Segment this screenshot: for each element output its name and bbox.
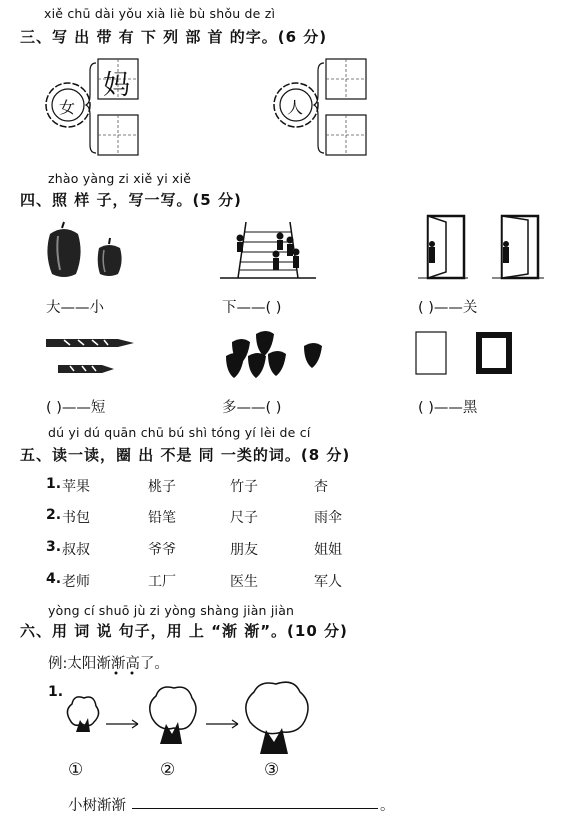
tree-growth-image bbox=[60, 680, 310, 760]
word: 军人 bbox=[314, 574, 342, 590]
antonym-item-6: ( )——黑 bbox=[418, 400, 478, 416]
tian-grid-box bbox=[98, 115, 138, 155]
radical-person: 人 bbox=[287, 98, 304, 117]
antonym-item-5: 多——( ) bbox=[222, 400, 282, 416]
section5-pinyin: dú yi dú quān chū bú shì tóng yí lèi de cí bbox=[48, 425, 311, 440]
word: 竹子 bbox=[230, 479, 258, 495]
word: 尺子 bbox=[230, 510, 258, 526]
answer-line[interactable] bbox=[132, 808, 378, 809]
medium-tree-icon bbox=[150, 687, 196, 744]
antonym-item-4: ( )——短 bbox=[46, 400, 106, 416]
answer-end: 。 bbox=[380, 798, 395, 814]
antonym-item-2: 下——( ) bbox=[222, 300, 282, 316]
word: 朋友 bbox=[230, 542, 258, 558]
word: 姐姐 bbox=[314, 542, 342, 558]
question-1-number: 1. bbox=[48, 684, 64, 700]
section5-title: 五、读一读，圈 出 不是 同 一类的词。(8 分) bbox=[20, 446, 351, 464]
word: 叔叔 bbox=[62, 542, 90, 558]
squares-image bbox=[414, 330, 524, 376]
example-character: 妈 bbox=[103, 70, 130, 101]
word: 工厂 bbox=[148, 574, 176, 590]
word: 医生 bbox=[230, 574, 258, 590]
pencils-image bbox=[44, 335, 139, 380]
doors-image bbox=[418, 212, 548, 282]
label-3: ③ bbox=[264, 760, 280, 780]
example-sentence: 例:太阳渐渐高了。 bbox=[48, 656, 169, 672]
label-2: ② bbox=[160, 760, 176, 780]
word: 苹果 bbox=[62, 479, 90, 495]
large-tree-icon bbox=[246, 682, 308, 754]
word: 雨伞 bbox=[314, 510, 342, 526]
section6-pinyin: yòng cí shuō jù zi yòng shàng jiàn jiàn bbox=[48, 603, 295, 618]
word: 杏 bbox=[314, 479, 328, 495]
word: 书包 bbox=[62, 510, 90, 526]
section3-pinyin: xiě chū dài yǒu xià liè bù shǒu de zì bbox=[44, 6, 276, 21]
radical-person-diagram bbox=[268, 55, 378, 170]
emphasis-dots bbox=[112, 670, 142, 676]
strawberries-image bbox=[222, 328, 332, 383]
word: 老师 bbox=[62, 574, 90, 590]
answer-prefix: 小树渐渐 bbox=[68, 798, 126, 814]
section4-title: 四、照 样 子，写一写。(5 分) bbox=[20, 191, 242, 209]
small-tree-icon bbox=[67, 697, 98, 732]
radical-female-diagram bbox=[40, 55, 150, 170]
label-1: ① bbox=[68, 760, 84, 780]
stairs-image bbox=[218, 218, 318, 280]
word: 爷爷 bbox=[148, 542, 176, 558]
peppers-image bbox=[44, 222, 134, 282]
antonym-item-1: 大——小 bbox=[46, 300, 104, 316]
row-number: 3. bbox=[46, 539, 62, 555]
row-number: 4. bbox=[46, 571, 62, 587]
section6-title: 六、用 词 说 句子，用 上 “渐 渐”。(10 分) bbox=[20, 622, 348, 640]
tian-grid-box bbox=[326, 59, 366, 99]
arrow-icon bbox=[106, 720, 138, 728]
section4-pinyin: zhào yàng zi xiě yi xiě bbox=[48, 171, 192, 186]
row-number: 2. bbox=[46, 507, 62, 523]
row-number: 1. bbox=[46, 476, 62, 492]
word: 铅笔 bbox=[148, 510, 176, 526]
section3-title: 三、写 出 带 有 下 列 部 首 的字。(6 分) bbox=[20, 28, 328, 46]
word: 桃子 bbox=[148, 479, 176, 495]
tian-grid-box bbox=[326, 115, 366, 155]
antonym-item-3: ( )——关 bbox=[418, 300, 478, 316]
arrow-icon bbox=[206, 720, 238, 728]
radical-female: 女 bbox=[59, 98, 76, 117]
